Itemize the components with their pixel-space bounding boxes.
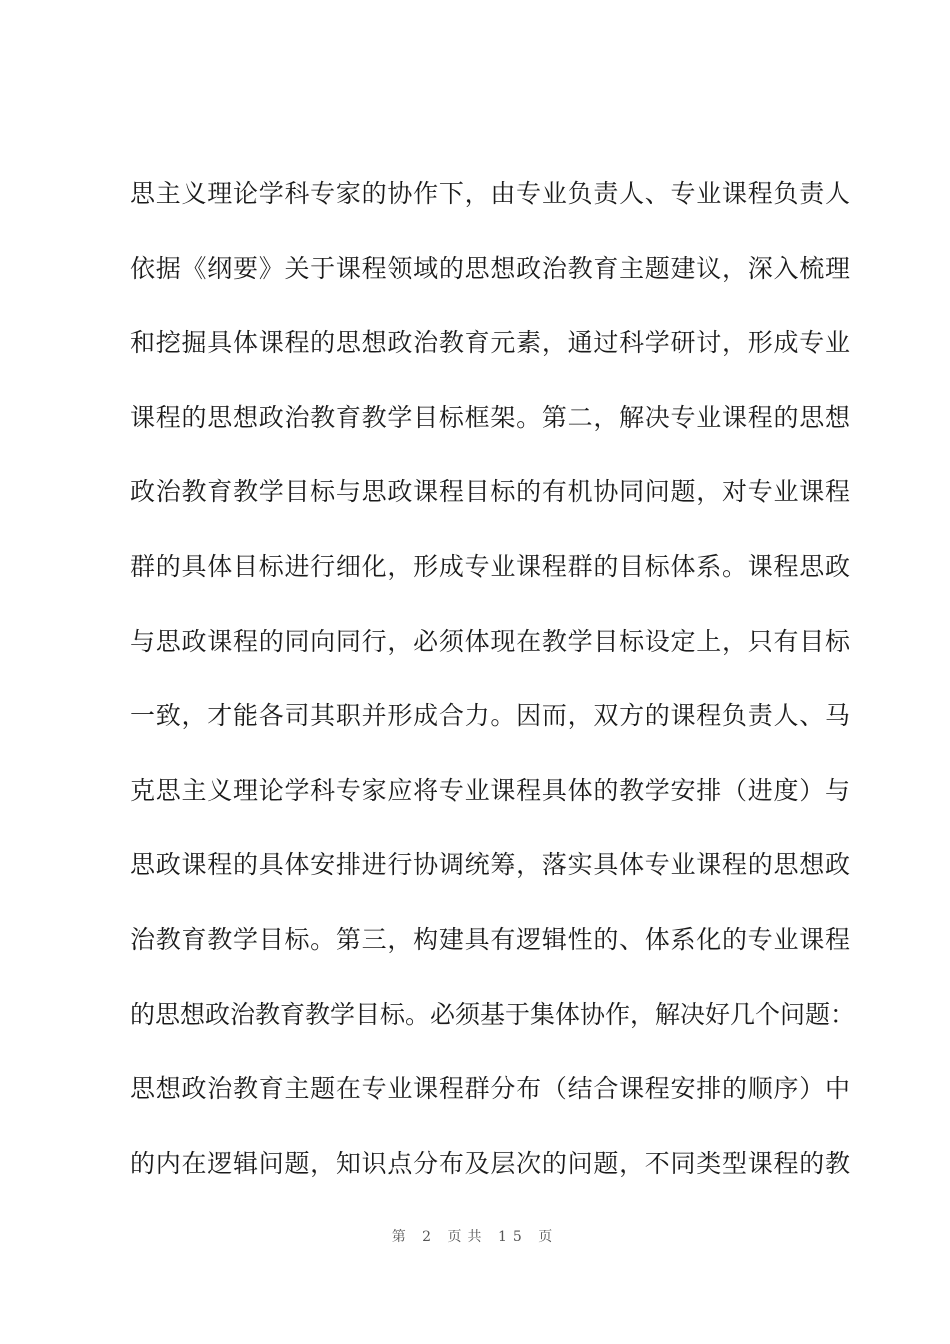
text-line: 的思想政治教育教学目标。必须基于集体协作，解决好几个问题： xyxy=(130,999,856,1029)
text-line: 治教育教学目标。第三，构建具有逻辑性的、体系化的专业课程 xyxy=(130,924,850,954)
text-line: 思想政治教育主题在专业课程群分布（结合课程安排的顺序）中 xyxy=(130,1074,850,1104)
text-line: 政治教育教学目标与思政课程目标的有机协同问题，对专业课程 xyxy=(130,477,850,507)
text-line: 一致，才能各司其职并形成合力。因而，双方的课程负责人、马 xyxy=(130,701,850,731)
text-line: 的内在逻辑问题，知识点分布及层次的问题，不同类型课程的教 xyxy=(130,1148,850,1178)
text-line: 依据《纲要》关于课程领域的思想政治教育主题建议，深入梳理 xyxy=(130,253,850,283)
body-paragraph xyxy=(130,169,856,1213)
text-line: 和挖掘具体课程的思想政治教育元素，通过科学研讨，形成专业 xyxy=(130,328,850,358)
text-line: 思主义理论学科专家的协作下，由专业负责人、专业课程负责人 xyxy=(130,179,850,208)
text-line: 克思主义理论学科专家应将专业课程具体的教学安排（进度）与 xyxy=(130,775,850,805)
text-line: 与思政课程的同向同行，必须体现在教学目标设定上，只有目标 xyxy=(130,626,850,656)
text-line: 课程的思想政治教育教学目标框架。第二，解决专业课程的思想 xyxy=(130,402,850,432)
page-number-footer: 第 2 页共 15 页 xyxy=(391,1229,559,1245)
text-line: 思政课程的具体安排进行协调统筹，落实具体专业课程的思想政 xyxy=(130,850,850,880)
text-line: 群的具体目标进行细化，形成专业课程群的目标体系。课程思政 xyxy=(130,551,850,581)
